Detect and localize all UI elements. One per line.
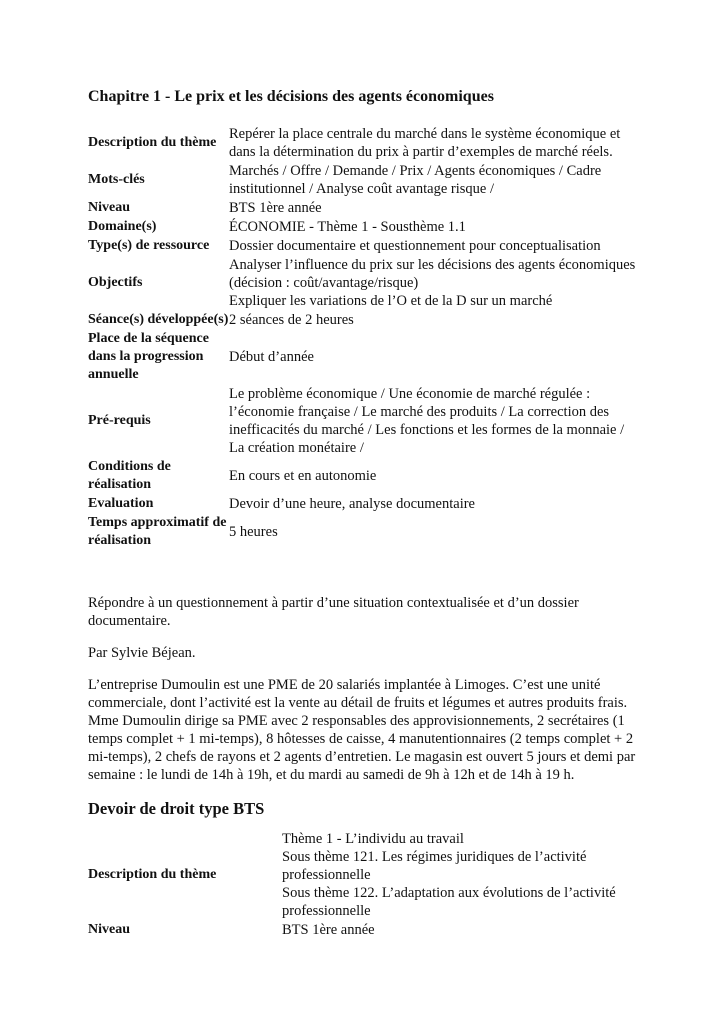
table-row: [88, 385, 648, 458]
row-key: Niveau: [88, 922, 130, 937]
table-row: [88, 125, 648, 162]
value-line: Analyser l’influence du prix sur les décisions des agents économiques: [229, 257, 636, 273]
row-key: Description du thème: [88, 867, 217, 882]
row-value: [282, 921, 648, 940]
value-line: Le problème économique / Une économie de marché régulée :: [229, 386, 591, 402]
value-line: BTS 1ère année: [282, 922, 375, 938]
table-row: [88, 162, 648, 199]
value-line: Expliquer les variations de l’O et de la D sur un marché: [229, 293, 553, 309]
row-key: Mots-clés: [88, 172, 145, 187]
row-key: Objectifs: [88, 275, 143, 290]
table-row: [88, 330, 648, 385]
chapter-title: Chapitre 1 - Le prix et les décisions des agents économiques: [88, 88, 494, 105]
table-row: [88, 218, 648, 237]
law-theme-table: [88, 830, 648, 940]
value-line: Marchés / Offre / Demande / Prix / Agents économiques / Cadre: [229, 163, 602, 179]
row-value: [229, 199, 648, 218]
row-key: Conditions de réalisation: [88, 459, 171, 492]
table-row: [88, 830, 648, 921]
row-value: [229, 330, 648, 385]
table-row: [88, 237, 648, 256]
section-title: Devoir de droit type BTS: [88, 799, 265, 818]
intro-paragraph: Répondre à un questionnement à partir d’une situation contextualisée et d’un dossier documentaire.: [88, 595, 579, 629]
value-line: Sous thème 121. Les régimes juridiques de l’activité: [282, 849, 587, 865]
value-line: professionnelle: [282, 903, 371, 919]
value-line: professionnelle: [282, 867, 371, 883]
value-line: La création monétaire /: [229, 440, 364, 456]
row-key: Niveau: [88, 200, 130, 215]
value-line: Repérer la place centrale du marché dans le système économique et: [229, 126, 621, 142]
row-key: Place de la séquence dans la progression annuelle: [88, 331, 209, 382]
row-value: [229, 514, 648, 551]
value-line: Thème 1 - L’individu au travail: [282, 831, 464, 847]
value-line: 2 séances de 2 heures: [229, 312, 354, 328]
value-line: 5 heures: [229, 524, 278, 540]
value-line: dans la détermination du prix à partir d’exemples de marché réels.: [229, 144, 613, 160]
row-key: Séance(s) développée(s): [88, 312, 229, 327]
value-line: l’économie française / Le marché des produits / La correction des: [229, 404, 610, 420]
row-value: [229, 125, 648, 162]
table-row: [88, 514, 648, 551]
row-value: [229, 458, 648, 495]
row-value: [229, 256, 648, 311]
row-value: [229, 385, 648, 458]
table-row: [88, 256, 648, 311]
value-line: Début d’année: [229, 349, 314, 365]
table-row: [88, 199, 648, 218]
value-line: ÉCONOMIE - Thème 1 - Sousthème 1.1: [229, 219, 466, 235]
theme-info-table: [88, 125, 648, 551]
row-key: Type(s) de ressource: [88, 238, 210, 253]
case-paragraph: L’entreprise Dumoulin est une PME de 20 salariés implantée à Limoges. C’est une unité commerciale, dont l’activité est la vente au détail de fruits et légumes et autres produits frais. Mme Dumoulin dirige sa PME avec 2 responsables des approvisionnements, 2 secrétaires (1 temps complet + 1 mi-temps), 8 hôtesses de caisse, 4 manutentionnaires (2 temps complet + 2 mi-temps), 2 chefs de rayons et 2 agents d’entretien. Le magasin est ouvert 5 jours et demi par semaine : le lundi de 14h à 19h, et du mardi au samedi de 9h à 12h et de 14h à 19 h.: [88, 677, 636, 783]
row-value: [229, 495, 648, 514]
value-line: BTS 1ère année: [229, 200, 322, 216]
row-value: [229, 311, 648, 330]
row-key: Pré-requis: [88, 413, 151, 428]
row-key: Domaine(s): [88, 219, 157, 234]
row-value: [229, 237, 648, 256]
table-row: [88, 311, 648, 330]
value-line: inefficacités du marché / Les fonctions et les formes de la monnaie /: [229, 422, 625, 438]
value-line: institutionnel / Analyse coût avantage risque /: [229, 181, 494, 197]
value-line: (décision : coût/avantage/risque): [229, 275, 419, 291]
table-row: [88, 921, 648, 940]
table-row: [88, 458, 648, 495]
row-value: [229, 218, 648, 237]
row-value: [229, 162, 648, 199]
value-line: Devoir d’une heure, analyse documentaire: [229, 496, 475, 512]
row-key: Temps approximatif de réalisation: [88, 515, 227, 548]
table-row: [88, 495, 648, 514]
row-key: Description du thème: [88, 135, 217, 150]
row-value: [282, 830, 648, 921]
value-line: Dossier documentaire et questionnement pour conceptualisation: [229, 238, 601, 254]
row-key: Evaluation: [88, 496, 154, 511]
author-line: Par Sylvie Béjean.: [88, 645, 196, 661]
value-line: Sous thème 122. L’adaptation aux évolutions de l’activité: [282, 885, 616, 901]
value-line: En cours et en autonomie: [229, 468, 377, 484]
